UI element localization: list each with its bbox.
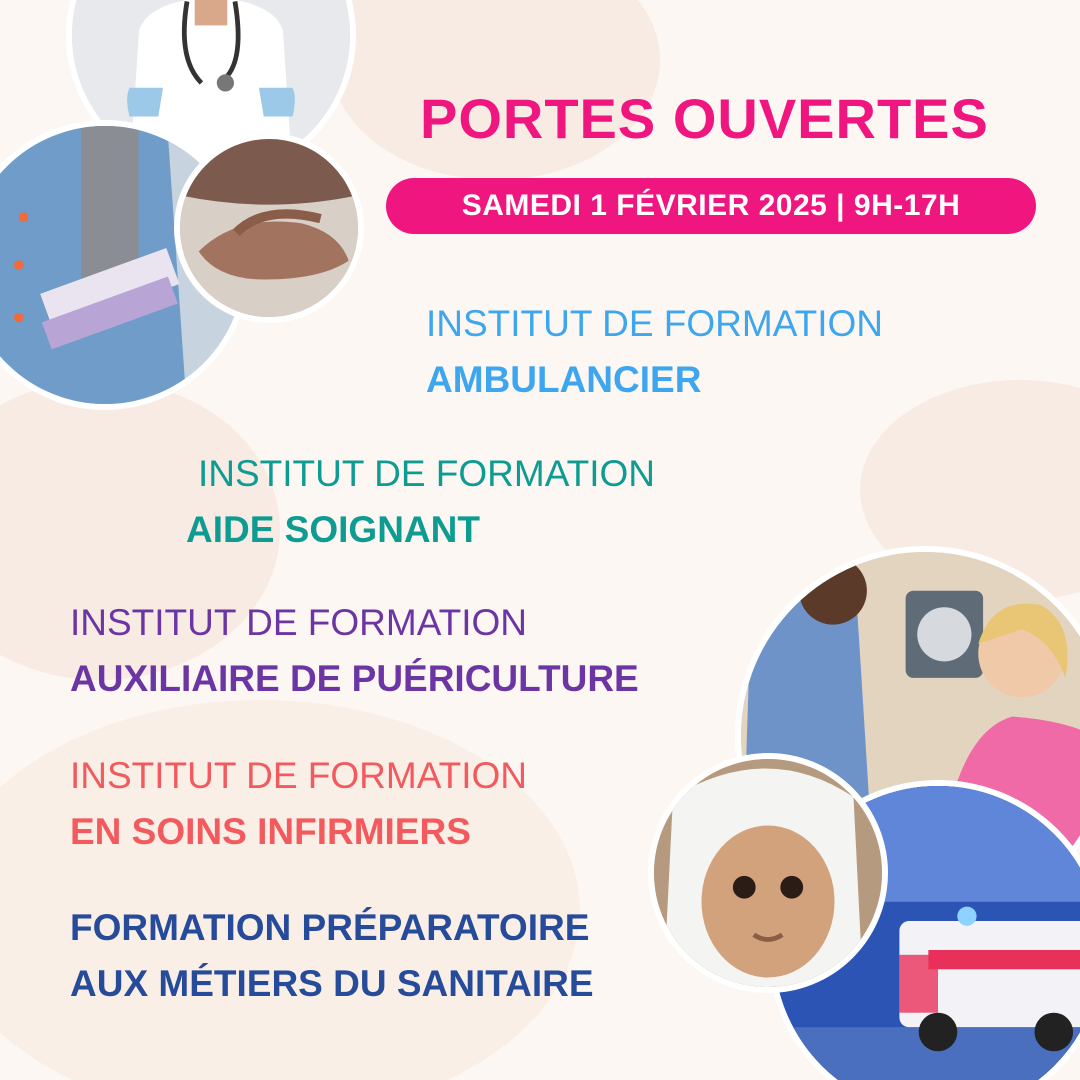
hands-illustration bbox=[180, 139, 358, 317]
program-ambulancier bbox=[426, 296, 883, 407]
program-name: AIDE SOIGNANT bbox=[186, 508, 480, 550]
program-name: AUXILIAIRE DE PUÉRICULTURE bbox=[70, 657, 639, 699]
program-auxiliaire-puericulture bbox=[70, 595, 639, 706]
program-name: AMBULANCIER bbox=[426, 358, 702, 400]
date-text: SAMEDI 1 FÉVRIER 2025 | 9H-17H bbox=[461, 189, 961, 222]
program-prefix: INSTITUT DE FORMATION bbox=[70, 755, 528, 796]
page-title: PORTES OUVERTES bbox=[420, 87, 989, 150]
program-prefix: INSTITUT DE FORMATION bbox=[426, 303, 884, 344]
baby-illustration bbox=[654, 759, 882, 987]
program-prefix: INSTITUT DE FORMATION bbox=[198, 453, 656, 494]
program-soins-infirmiers bbox=[70, 748, 527, 859]
baby-photo bbox=[648, 753, 888, 993]
program-preparatoire bbox=[70, 900, 594, 1012]
elderly-hands-photo bbox=[174, 133, 364, 323]
prep-line-1: FORMATION PRÉPARATOIRE bbox=[70, 907, 590, 948]
prep-line-2: AUX MÉTIERS DU SANITAIRE bbox=[70, 963, 594, 1004]
program-name: EN SOINS INFIRMIERS bbox=[70, 810, 471, 852]
date-badge bbox=[386, 178, 1036, 234]
program-prefix: INSTITUT DE FORMATION bbox=[70, 602, 528, 643]
program-aide-soignant bbox=[186, 446, 655, 557]
